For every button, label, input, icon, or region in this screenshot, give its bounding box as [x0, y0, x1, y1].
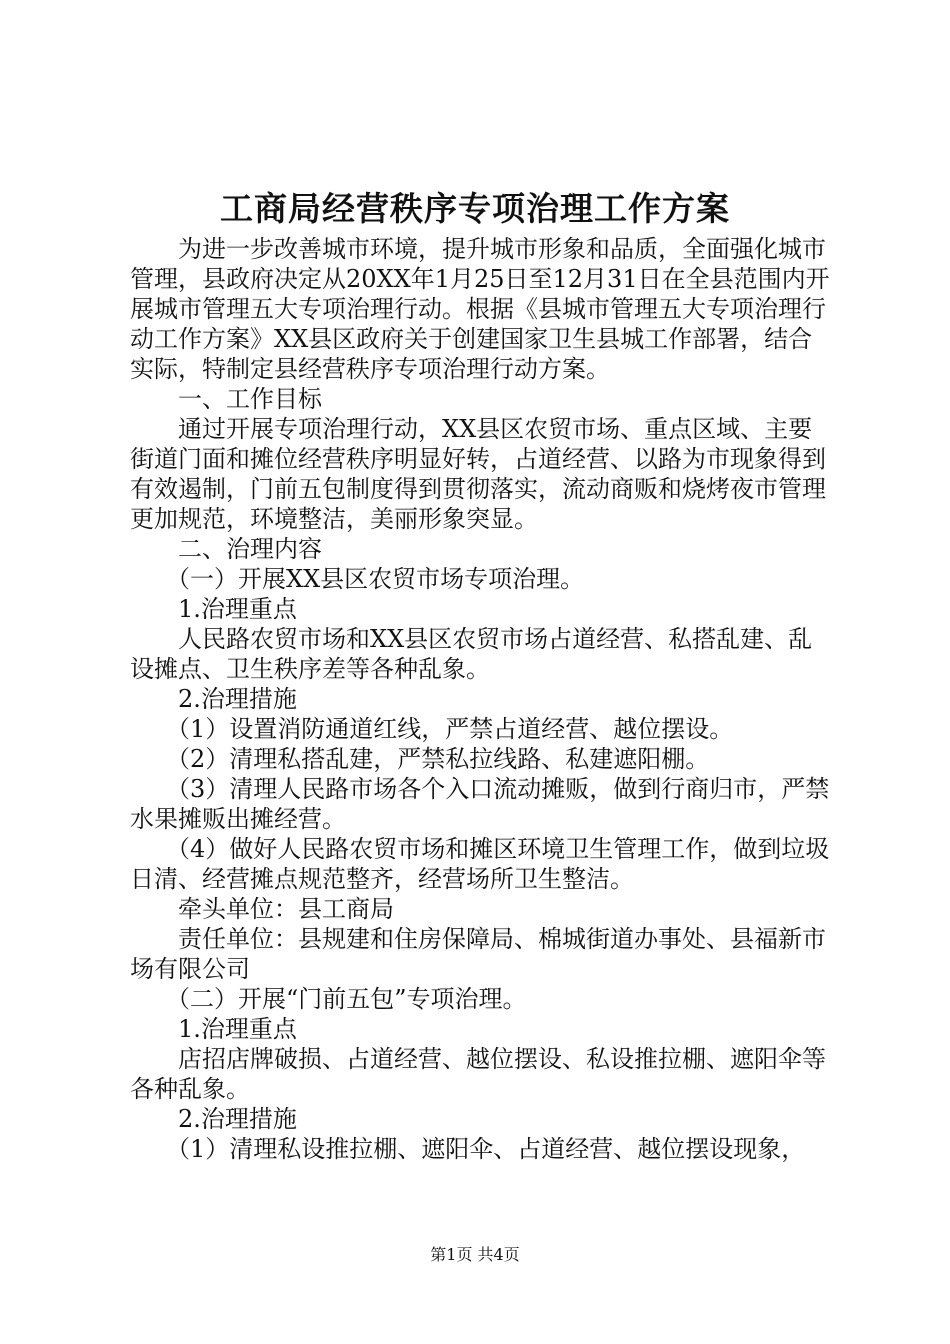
- subheading-market-governance: （一）开展XX县区农贸市场专项治理。: [166, 565, 585, 593]
- document-title: 工商局经营秩序专项治理工作方案: [220, 189, 730, 228]
- item-governance-focus-1: 1.治理重点: [178, 595, 297, 623]
- measure-3-vendors: （3）清理人民路市场各个入口流动摊贩，做到行商归市，严禁水果摊贩出摊经营。: [130, 775, 830, 833]
- heading-governance-content: 二、治理内容: [178, 535, 322, 563]
- paragraph-storefront-focus: 店招店牌破损、占道经营、越位摆设、私设推拉棚、遮阳伞等各种乱象。: [130, 1045, 826, 1103]
- subheading-five-responsibilities: （二）开展“门前五包”专项治理。: [166, 985, 527, 1013]
- lead-unit: 牵头单位：县工商局: [178, 895, 394, 923]
- measure-2-illegal-construction: （2）清理私搭乱建，严禁私拉线路、私建遮阳棚。: [166, 745, 710, 773]
- page-footer: 第1页 共4页: [430, 1245, 520, 1264]
- paragraph-intro: 为进一步改善城市环境，提升城市形象和品质，全面强化城市管理，县政府决定从20XX年1月25日至12月31日在全县范围内开展城市管理五大专项治理行动。根据《县城市管理五大专项治理行动工作方案》XX县区政府关于创建国家卫生县城工作部署，结合实际，特制定县经营秩序专项治理行动方案。: [130, 235, 830, 383]
- document-body: [130, 234, 833, 1164]
- measure-4-sanitation: （4）做好人民路农贸市场和摊区环境卫生管理工作，做到垃圾日清、经营摊点规范整齐，经营场所卫生整洁。: [130, 835, 830, 893]
- item-governance-focus-2: 1.治理重点: [178, 1015, 297, 1043]
- item-governance-measures-1: 2.治理措施: [178, 685, 297, 713]
- measure-1-clear-sheds: （1）清理私设推拉棚、遮阳伞、占道经营、越位摆设现象，: [166, 1135, 806, 1163]
- heading-work-goal: 一、工作目标: [178, 385, 322, 413]
- measure-1-fire-lane: （1）设置消防通道红线，严禁占道经营、越位摆设。: [166, 715, 734, 743]
- paragraph-work-goal: 通过开展专项治理行动，XX县区农贸市场、重点区域、主要街道门面和摊位经营秩序明显好转，占道经营、以路为市现象得到有效遏制，门前五包制度得到贯彻落实，流动商贩和烧烤夜市管理更加规范，环境整洁，美丽形象突显。: [130, 415, 826, 533]
- responsible-units: 责任单位：县规建和住房保障局、棉城街道办事处、县福新市场有限公司: [130, 925, 826, 983]
- item-governance-measures-2: 2.治理措施: [178, 1105, 297, 1133]
- paragraph-market-focus: 人民路农贸市场和XX县区农贸市场占道经营、私搭乱建、乱设摊点、卫生秩序差等各种乱象。: [130, 625, 813, 683]
